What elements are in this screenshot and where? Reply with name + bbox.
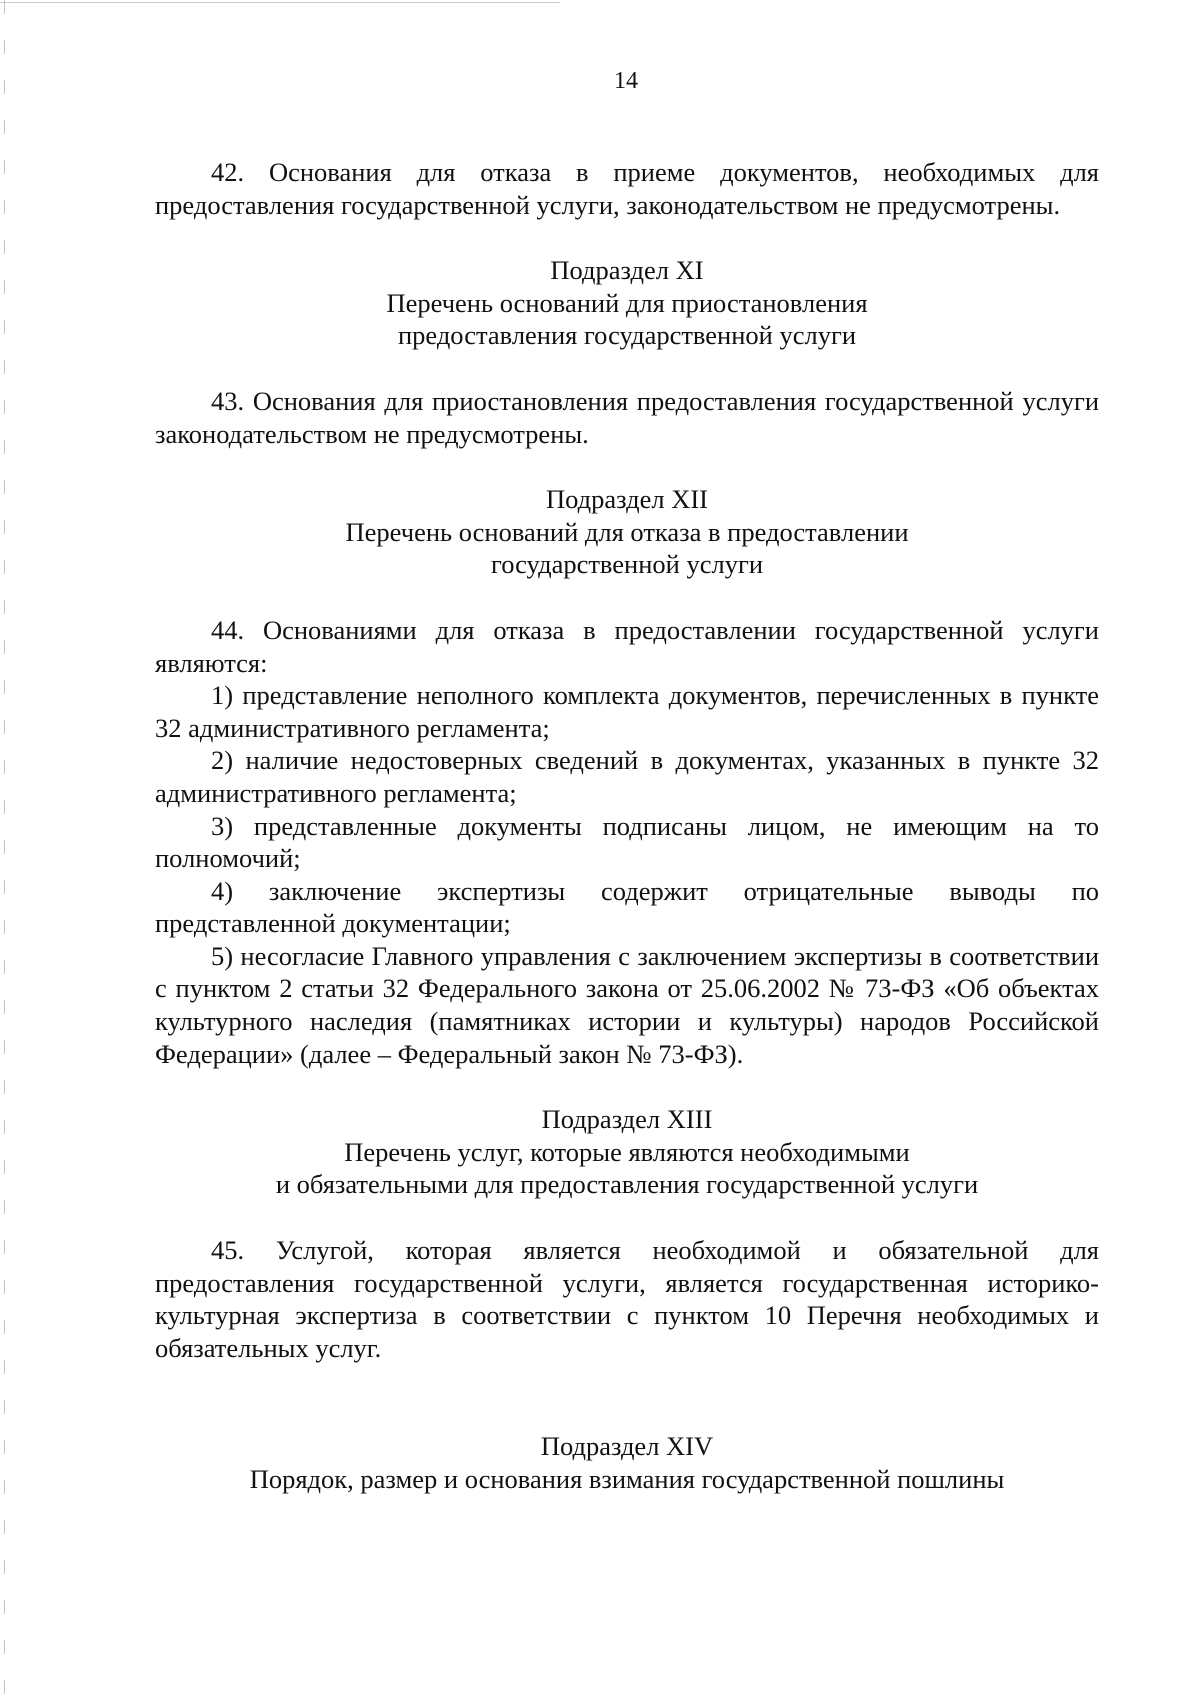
paragraph-42: 42. Основания для отказа в приеме документов, необходимых для предоставления государственной услуги, законодательством не предусмотрены. (155, 157, 1099, 220)
page-number: 14 (614, 68, 638, 94)
scan-edge-top (0, 2, 560, 3)
subsection-13-title: Подраздел XIII (541, 1104, 713, 1135)
spacer (155, 581, 1099, 614)
subsection-11-title: Подраздел XI (550, 255, 704, 286)
subsection-12-heading-line-1: Перечень оснований для отказа в предоставлении (345, 516, 909, 547)
scan-edge-left (4, 0, 5, 1697)
paragraph-44-item-4: 4) заключение экспертизы содержит отрицательные выводы по представленной документации; (155, 875, 1099, 939)
paragraph-44-item-2: 2) наличие недостоверных сведений в документах, указанных в пункте 32 административного регламента; (155, 745, 1099, 808)
subsection-13-heading-line-1: Перечень услуг, которые являются необходимыми (344, 1136, 910, 1167)
spacer (155, 221, 1099, 254)
spacer (155, 352, 1099, 385)
subsection-11-heading-line-2: предоставления государственной услуги (397, 320, 857, 351)
subsection-12-heading-line-2: государственной услуги (490, 549, 764, 580)
subsection-11 (155, 254, 1099, 352)
paragraph-44-item-3: 3) представленные документы подписаны лицом, не имеющим на то полномочий; (155, 810, 1099, 874)
subsection-13 (155, 1103, 1099, 1201)
subsection-13-heading-line-2: и обязательными для предоставления государственной услуги (275, 1169, 979, 1200)
spacer (155, 1201, 1099, 1234)
paragraph-44: 44. Основаниями для отказа в предоставлении государственной услуги являются: (155, 614, 1099, 678)
subsection-14-heading-line-1: Порядок, размер и основания взимания государственной пошлины (249, 1464, 1005, 1494)
subsection-14-title: Подраздел XIV (540, 1431, 714, 1462)
paragraph-43: 43. Основания для приостановления предоставления государственной услуги законодательством не предусмотрены. (155, 385, 1099, 449)
spacer (155, 1364, 1099, 1430)
spacer (155, 450, 1099, 483)
paragraph-45: 45. Услугой, которая является необходимой и обязательной для предоставления государственной услуги, является государственная историко-культурная экспертиза в соответствии с пунктом 10 Перечня необходимых и обязательных услуг. (155, 1235, 1099, 1363)
subsection-14 (155, 1430, 1099, 1495)
subsection-12-title: Подраздел XII (546, 484, 708, 515)
paragraph-44-item-5: 5) несогласие Главного управления с заключением экспертизы в соответствии с пунктом 2 статьи 32 Федерального закона от 25.06.2002 № 73-ФЗ «Об объектах культурного наследия (памятниках истории и культуры) народов Российской Федерации» (далее – Федеральный закон № 73-ФЗ). (155, 940, 1099, 1069)
paragraph-44-item-1: 1) представление неполного комплекта документов, перечисленных в пункте 32 административного регламента; (155, 680, 1099, 743)
subsection-11-heading-line-1: Перечень оснований для приостановления (386, 287, 868, 318)
document-body (155, 156, 1099, 1496)
spacer (155, 1070, 1099, 1103)
subsection-12 (155, 483, 1099, 581)
